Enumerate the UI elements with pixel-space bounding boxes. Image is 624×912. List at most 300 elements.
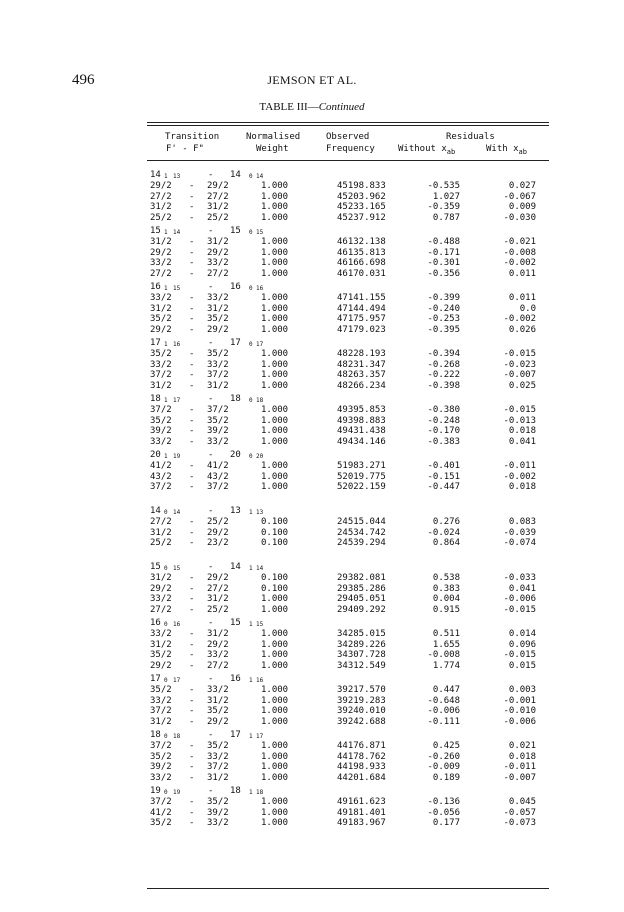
group-label-part: 17 — [173, 677, 181, 684]
residual-without-cell: -0.136 — [427, 797, 460, 807]
dash-cell: - — [189, 237, 195, 247]
normalised-weight-cell: 1.000 — [261, 426, 289, 436]
residual-with-cell: 0.026 — [508, 324, 536, 335]
normalised-weight-cell: 1.000 — [261, 324, 289, 335]
residual-without-cell: -0.488 — [427, 237, 460, 247]
f-upper-cell: 31/2 — [150, 527, 172, 538]
group-label-part: 16 — [230, 282, 241, 292]
group-label-part: 1 — [164, 453, 168, 460]
residual-without-cell: -0.024 — [427, 527, 460, 538]
table-row — [150, 584, 550, 595]
f-lower-cell: 31/2 — [207, 629, 229, 639]
residual-without-cell: -0.394 — [427, 349, 460, 359]
transition-group — [150, 730, 550, 783]
group-label-part: 14 — [230, 562, 241, 572]
observed-frequency-cell: 52019.775 — [337, 471, 386, 482]
table-row — [150, 202, 550, 213]
residual-with-cell: -0.002 — [503, 471, 536, 482]
table-row — [150, 304, 550, 315]
residual-with-cell: 0.027 — [508, 181, 536, 191]
dash-cell: - — [189, 716, 195, 727]
residual-with-cell: -0.001 — [503, 695, 536, 706]
group-label-part: 0 — [164, 509, 168, 516]
observed-frequency-cell: 46170.031 — [337, 268, 386, 279]
observed-frequency-cell: 39240.010 — [337, 706, 386, 716]
observed-frequency-cell: 29385.286 — [337, 583, 386, 594]
group-label-part: 20 — [256, 453, 264, 460]
observed-frequency-cell: 49434.146 — [337, 436, 386, 447]
transition-group — [150, 394, 550, 447]
f-upper-cell: 25/2 — [150, 212, 172, 223]
dash-cell: - — [189, 807, 195, 818]
normalised-weight-cell: 0.100 — [261, 517, 289, 527]
normalised-weight-cell: 1.000 — [261, 482, 289, 492]
residual-without-cell: 0.915 — [432, 604, 460, 615]
table-row — [150, 181, 550, 192]
table-row — [150, 762, 550, 773]
page-number: 496 — [72, 72, 95, 88]
residual-with-cell: -0.021 — [503, 237, 536, 247]
group-label — [150, 786, 550, 797]
f-upper-cell: 33/2 — [150, 594, 172, 604]
f-lower-cell: 29/2 — [207, 324, 229, 335]
table-row — [150, 426, 550, 437]
f-upper-cell: 31/2 — [150, 380, 172, 391]
normalised-weight-cell: 1.000 — [261, 639, 289, 650]
f-lower-cell: 33/2 — [207, 293, 229, 303]
group-label-part: 20 — [230, 450, 241, 460]
dash-cell: - — [189, 212, 195, 223]
table-row — [150, 808, 550, 819]
table-row — [150, 293, 550, 304]
dash-cell: - — [189, 436, 195, 447]
dash-cell: - — [189, 583, 195, 594]
normalised-weight-cell: 0.100 — [261, 573, 289, 583]
f-lower-cell: 43/2 — [207, 471, 229, 482]
normalised-weight-cell: 1.000 — [261, 202, 289, 212]
normalised-weight-cell: 1.000 — [261, 293, 289, 303]
table-row — [150, 773, 550, 784]
transition-group — [150, 338, 550, 391]
group-label-part: - — [208, 562, 214, 572]
observed-frequency-cell: 48263.357 — [337, 370, 386, 380]
residual-without-cell: -0.009 — [427, 762, 460, 772]
residual-with-cell: -0.015 — [503, 349, 536, 359]
group-label-part: 16 — [173, 621, 181, 628]
f-lower-cell: 31/2 — [207, 594, 229, 604]
observed-frequency-cell: 34285.015 — [337, 629, 386, 639]
f-upper-cell: 33/2 — [150, 695, 172, 706]
normalised-weight-cell: 1.000 — [261, 818, 289, 828]
residual-with-cell: -0.011 — [503, 762, 536, 772]
normalised-weight-cell: 1.000 — [261, 685, 289, 695]
f-lower-cell: 29/2 — [207, 181, 229, 191]
table-row — [150, 538, 550, 549]
group-label-part: 0 — [249, 341, 253, 348]
f-lower-cell: 41/2 — [207, 461, 229, 471]
normalised-weight-cell: 0.100 — [261, 583, 289, 594]
f-upper-cell: 29/2 — [150, 181, 172, 191]
group-label-part: 19 — [150, 786, 161, 796]
dash-cell: - — [189, 380, 195, 391]
residual-without-cell: 0.447 — [432, 685, 460, 695]
group-label-part: 16 — [150, 282, 161, 292]
observed-frequency-cell: 44178.762 — [337, 751, 386, 762]
header-weight-bottom: Weight — [256, 144, 289, 154]
table-row — [150, 370, 550, 381]
dash-cell: - — [189, 202, 195, 212]
group-label-part: 15 — [256, 621, 264, 628]
f-upper-cell: 31/2 — [150, 303, 172, 314]
normalised-weight-cell: 1.000 — [261, 772, 289, 783]
observed-frequency-cell: 45233.165 — [337, 202, 386, 212]
f-lower-cell: 23/2 — [207, 538, 229, 548]
normalised-weight-cell: 1.000 — [261, 706, 289, 716]
f-upper-cell: 33/2 — [150, 293, 172, 303]
residual-with-cell: -0.013 — [503, 415, 536, 426]
f-upper-cell: 37/2 — [150, 741, 172, 751]
normalised-weight-cell: 1.000 — [261, 370, 289, 380]
dash-cell: - — [189, 762, 195, 772]
observed-frequency-cell: 49398.883 — [337, 415, 386, 426]
normalised-weight-cell: 0.100 — [261, 527, 289, 538]
group-label-part: 14 — [173, 509, 181, 516]
normalised-weight-cell: 1.000 — [261, 359, 289, 370]
dash-cell: - — [189, 426, 195, 436]
group-label-part: - — [208, 730, 214, 740]
f-upper-cell: 31/2 — [150, 237, 172, 247]
group-label — [150, 282, 550, 293]
header-frequency-top: Observed — [326, 132, 370, 142]
residual-with-cell: -0.057 — [503, 807, 536, 818]
dash-cell: - — [189, 359, 195, 370]
table-caption-continued: Continued — [318, 101, 365, 113]
residual-without-cell: -0.383 — [427, 436, 460, 447]
f-upper-cell: 29/2 — [150, 583, 172, 594]
observed-frequency-cell: 52022.159 — [337, 482, 386, 492]
transition-group — [150, 674, 550, 727]
group-label-part: 0 — [164, 565, 168, 572]
residual-without-cell: -0.008 — [427, 650, 460, 660]
table-row — [150, 314, 550, 325]
normalised-weight-cell: 1.000 — [261, 237, 289, 247]
residual-without-cell: 0.383 — [432, 583, 460, 594]
f-upper-cell: 35/2 — [150, 685, 172, 695]
group-label-part: 15 — [150, 562, 161, 572]
f-lower-cell: 33/2 — [207, 359, 229, 370]
dash-cell: - — [189, 573, 195, 583]
observed-frequency-cell: 44198.933 — [337, 762, 386, 772]
table-row — [150, 416, 550, 427]
group-label-part: 1 — [164, 285, 168, 292]
observed-frequency-cell: 29382.081 — [337, 573, 386, 583]
dash-cell: - — [189, 650, 195, 660]
table-row — [150, 237, 550, 248]
table-row — [150, 248, 550, 259]
f-lower-cell: 29/2 — [207, 573, 229, 583]
group-label-part: 1 — [164, 173, 168, 180]
residual-without-cell: -0.447 — [427, 482, 460, 492]
f-lower-cell: 31/2 — [207, 380, 229, 391]
f-lower-cell: 37/2 — [207, 405, 229, 415]
residual-without-cell: -0.356 — [427, 268, 460, 279]
normalised-weight-cell: 1.000 — [261, 629, 289, 639]
residual-without-cell: -0.253 — [427, 314, 460, 324]
observed-frequency-cell: 49161.623 — [337, 797, 386, 807]
observed-frequency-cell: 34307.728 — [337, 650, 386, 660]
group-label-part: - — [208, 786, 214, 796]
group-label-part: - — [208, 674, 214, 684]
residual-with-cell: -0.010 — [503, 706, 536, 716]
residual-with-cell: -0.007 — [503, 370, 536, 380]
dash-cell: - — [189, 695, 195, 706]
f-lower-cell: 33/2 — [207, 436, 229, 447]
residual-without-cell: -0.222 — [427, 370, 460, 380]
residual-with-cell: -0.074 — [503, 538, 536, 548]
f-lower-cell: 39/2 — [207, 426, 229, 436]
dash-cell: - — [189, 797, 195, 807]
f-upper-cell: 35/2 — [150, 650, 172, 660]
dash-cell: - — [189, 293, 195, 303]
normalised-weight-cell: 1.000 — [261, 695, 289, 706]
table-row — [150, 213, 550, 224]
header-rule — [147, 160, 549, 161]
group-label-part: 17 — [150, 338, 161, 348]
group-label — [150, 730, 550, 741]
group-label-part: 20 — [150, 450, 161, 460]
residual-with-cell: -0.006 — [503, 716, 536, 727]
residual-without-cell: -0.260 — [427, 751, 460, 762]
residual-without-cell: -0.301 — [427, 258, 460, 268]
group-label-part: 18 — [230, 786, 241, 796]
dash-cell: - — [189, 461, 195, 471]
residual-without-cell: 0.189 — [432, 772, 460, 783]
normalised-weight-cell: 1.000 — [261, 415, 289, 426]
observed-frequency-cell: 44176.871 — [337, 741, 386, 751]
table-row — [150, 797, 550, 808]
f-upper-cell: 35/2 — [150, 818, 172, 828]
dash-cell: - — [189, 527, 195, 538]
group-label — [150, 450, 550, 461]
residual-without-cell: 1.774 — [432, 660, 460, 671]
f-upper-cell: 41/2 — [150, 807, 172, 818]
normalised-weight-cell: 1.000 — [261, 807, 289, 818]
f-lower-cell: 31/2 — [207, 202, 229, 212]
running-head: JEMSON ET AL. — [267, 73, 357, 87]
f-upper-cell: 33/2 — [150, 629, 172, 639]
residual-with-cell: -0.015 — [503, 604, 536, 615]
residual-without-cell: -0.359 — [427, 202, 460, 212]
group-label-part: 0 — [164, 677, 168, 684]
dash-cell: - — [189, 370, 195, 380]
residual-without-cell: -0.240 — [427, 303, 460, 314]
f-lower-cell: 33/2 — [207, 818, 229, 828]
table-caption-prefix: TABLE III— — [259, 101, 319, 113]
group-label-part: 14 — [150, 170, 161, 180]
group-label-part: 1 — [249, 565, 253, 572]
group-label-part: - — [208, 282, 214, 292]
dash-cell: - — [189, 247, 195, 258]
f-lower-cell: 33/2 — [207, 258, 229, 268]
table-row — [150, 640, 550, 651]
table-row — [150, 717, 550, 728]
group-label-part: 1 — [164, 397, 168, 404]
observed-frequency-cell: 49183.967 — [337, 818, 386, 828]
header-transition: Transition — [165, 132, 220, 142]
f-upper-cell: 37/2 — [150, 482, 172, 492]
normalised-weight-cell: 1.000 — [261, 349, 289, 359]
normalised-weight-cell: 1.000 — [261, 751, 289, 762]
header-with-label: With x — [486, 144, 519, 154]
group-label-part: 1 — [164, 341, 168, 348]
dash-cell: - — [189, 660, 195, 671]
f-upper-cell: 25/2 — [150, 538, 172, 548]
f-lower-cell: 31/2 — [207, 237, 229, 247]
residual-with-cell: 0.025 — [508, 380, 536, 391]
f-upper-cell: 31/2 — [150, 716, 172, 727]
residual-without-cell: -0.248 — [427, 415, 460, 426]
group-label-part: 16 — [173, 341, 181, 348]
normalised-weight-cell: 1.000 — [261, 314, 289, 324]
dash-cell: - — [189, 482, 195, 492]
normalised-weight-cell: 1.000 — [261, 594, 289, 604]
f-upper-cell: 37/2 — [150, 370, 172, 380]
normalised-weight-cell: 1.000 — [261, 660, 289, 671]
dash-cell: - — [189, 258, 195, 268]
f-upper-cell: 29/2 — [150, 247, 172, 258]
f-lower-cell: 31/2 — [207, 772, 229, 783]
top-rule-double — [147, 125, 549, 126]
group-label-part: 1 — [249, 621, 253, 628]
header-without-label: Without x — [398, 144, 447, 154]
residual-with-cell: 0.018 — [508, 751, 536, 762]
normalised-weight-cell: 1.000 — [261, 181, 289, 191]
table-row — [150, 482, 550, 493]
header-without-sub: ab — [446, 147, 456, 156]
observed-frequency-cell: 46166.698 — [337, 258, 386, 268]
observed-frequency-cell: 44201.684 — [337, 772, 386, 783]
residual-with-cell: 0.083 — [508, 517, 536, 527]
f-lower-cell: 37/2 — [207, 370, 229, 380]
table-row — [150, 517, 550, 528]
residual-without-cell: -0.056 — [427, 807, 460, 818]
residual-with-cell: 0.014 — [508, 629, 536, 639]
f-upper-cell: 37/2 — [150, 797, 172, 807]
bottom-rule — [147, 888, 549, 889]
group-label-part: - — [208, 450, 214, 460]
residual-without-cell: 1.655 — [432, 639, 460, 650]
group-label-part: 15 — [173, 285, 181, 292]
f-lower-cell: 25/2 — [207, 604, 229, 615]
normalised-weight-cell: 1.000 — [261, 762, 289, 772]
residual-without-cell: 0.538 — [432, 573, 460, 583]
normalised-weight-cell: 1.000 — [261, 471, 289, 482]
group-label — [150, 562, 550, 573]
table-row — [150, 192, 550, 203]
dash-cell: - — [189, 639, 195, 650]
dash-cell: - — [189, 349, 195, 359]
f-upper-cell: 27/2 — [150, 604, 172, 615]
f-lower-cell: 35/2 — [207, 797, 229, 807]
f-lower-cell: 33/2 — [207, 751, 229, 762]
f-upper-cell: 27/2 — [150, 268, 172, 279]
observed-frequency-cell: 47175.957 — [337, 314, 386, 324]
dash-cell: - — [189, 405, 195, 415]
observed-frequency-cell: 47179.023 — [337, 324, 386, 335]
group-label-part: 1 — [164, 229, 168, 236]
residual-with-cell: 0.015 — [508, 660, 536, 671]
group-label-part: 17 — [256, 341, 264, 348]
group-label-part: - — [208, 394, 214, 404]
group-label-part: 15 — [173, 565, 181, 572]
table-row — [150, 696, 550, 707]
residual-without-cell: 0.787 — [432, 212, 460, 223]
residual-with-cell: -0.015 — [503, 405, 536, 415]
transition-group — [150, 506, 550, 549]
residual-with-cell: -0.008 — [503, 247, 536, 258]
group-label-part: 13 — [173, 173, 181, 180]
residual-with-cell: -0.011 — [503, 461, 536, 471]
f-lower-cell: 39/2 — [207, 807, 229, 818]
f-lower-cell: 33/2 — [207, 650, 229, 660]
f-lower-cell: 35/2 — [207, 706, 229, 716]
residual-with-cell: 0.0 — [519, 303, 536, 314]
observed-frequency-cell: 51983.271 — [337, 461, 386, 471]
dash-cell: - — [189, 191, 195, 202]
residual-with-cell: 0.045 — [508, 797, 536, 807]
observed-frequency-cell: 39217.570 — [337, 685, 386, 695]
group-label-part: 17 — [230, 338, 241, 348]
f-lower-cell: 29/2 — [207, 247, 229, 258]
normalised-weight-cell: 1.000 — [261, 436, 289, 447]
residual-without-cell: -0.171 — [427, 247, 460, 258]
group-label — [150, 394, 550, 405]
observed-frequency-cell: 39219.283 — [337, 695, 386, 706]
group-label-part: 0 — [164, 621, 168, 628]
table-row — [150, 405, 550, 416]
normalised-weight-cell: 1.000 — [261, 268, 289, 279]
group-label — [150, 506, 550, 517]
dash-cell: - — [189, 772, 195, 783]
header-with-sub: ab — [518, 147, 527, 156]
observed-frequency-cell: 49395.853 — [337, 405, 386, 415]
residual-with-cell: 0.018 — [508, 426, 536, 436]
observed-frequency-cell: 48228.193 — [337, 349, 386, 359]
residual-without-cell: -0.401 — [427, 461, 460, 471]
observed-frequency-cell: 34312.549 — [337, 660, 386, 671]
table-row — [150, 629, 550, 640]
transition-group — [150, 618, 550, 671]
group-label-part: 16 — [150, 618, 161, 628]
residual-with-cell: 0.041 — [508, 583, 536, 594]
f-lower-cell: 29/2 — [207, 527, 229, 538]
group-label — [150, 674, 550, 685]
f-lower-cell: 27/2 — [207, 660, 229, 671]
f-lower-cell: 25/2 — [207, 517, 229, 527]
residual-without-cell: 0.004 — [432, 594, 460, 604]
group-label-part: 18 — [150, 730, 161, 740]
residual-with-cell: 0.041 — [508, 436, 536, 447]
observed-frequency-cell: 48266.234 — [337, 380, 386, 391]
table-row — [150, 381, 550, 392]
residual-with-cell: -0.006 — [503, 594, 536, 604]
group-label-part: 13 — [256, 509, 264, 516]
group-label-part: 18 — [150, 394, 161, 404]
f-upper-cell: 33/2 — [150, 359, 172, 370]
group-label-part: 15 — [150, 226, 161, 236]
residual-without-cell: -0.151 — [427, 471, 460, 482]
group-label-part: - — [208, 506, 214, 516]
